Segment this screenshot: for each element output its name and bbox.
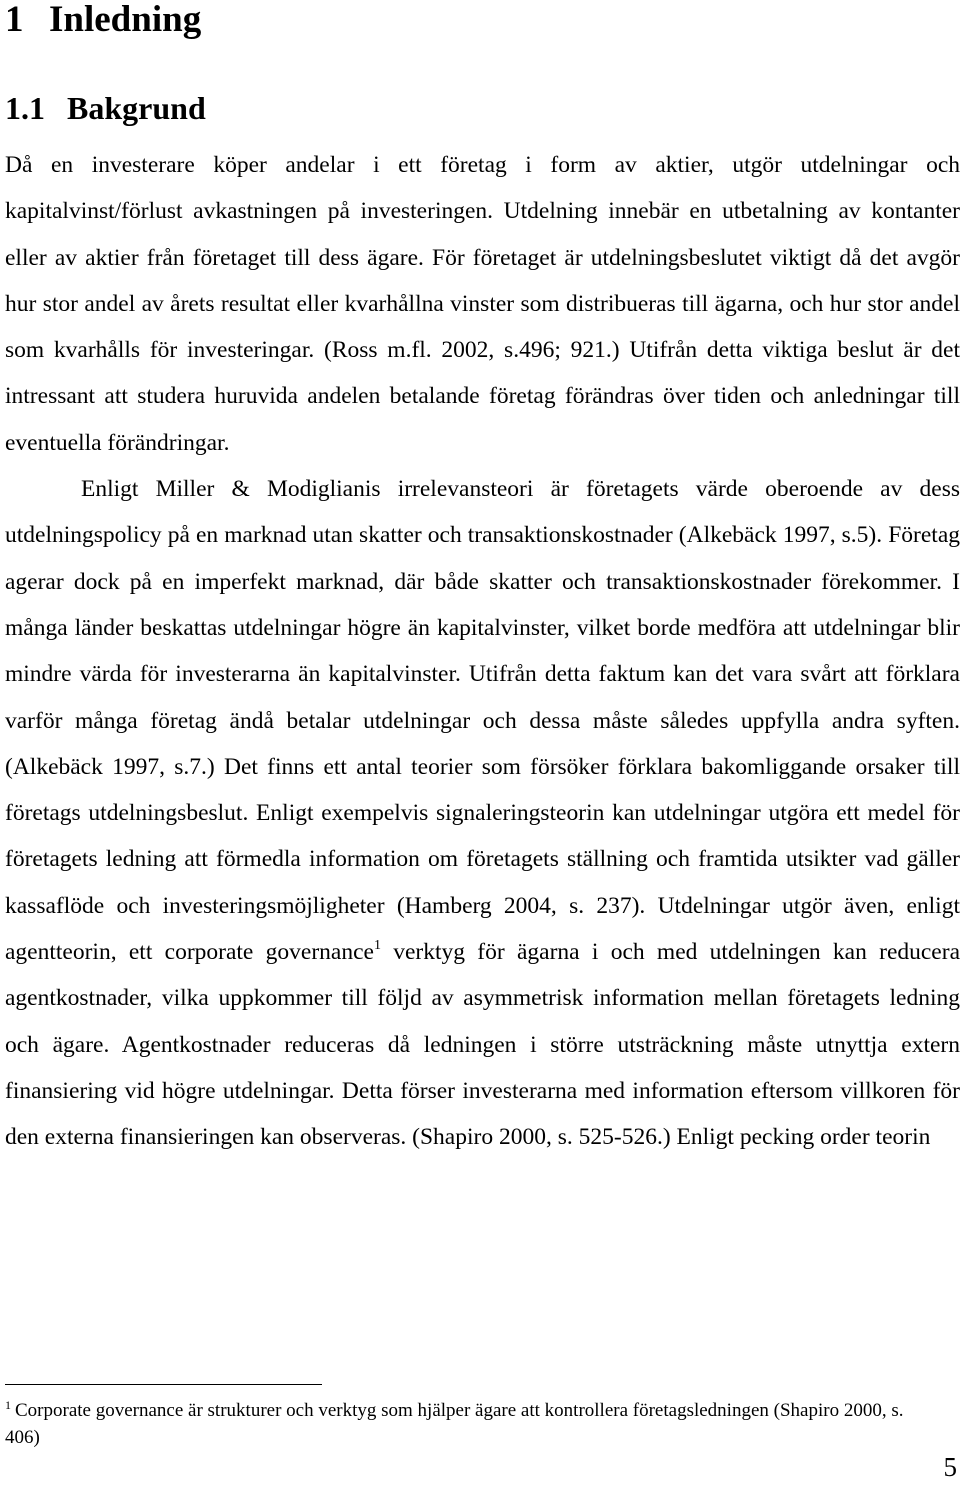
page-number: 5 — [943, 1452, 957, 1482]
footnote-separator — [5, 1384, 322, 1385]
chapter-heading — [5, 0, 201, 40]
section-number: 1.1 — [5, 90, 45, 126]
footnote-text: Corporate governance är strukturer och verktyg som hjälper ägare att kontrollera företagsledningen (Shapiro 2000, s. 406) — [5, 1400, 904, 1448]
footnote — [5, 1397, 935, 1451]
section-title: Bakgrund — [67, 90, 206, 126]
paragraph-2-part-2: verktyg för ägarna i och med utdelningen kan reducera agentkostnader, vilka uppkommer till följd av asymmetrisk information mellan företagets ledning och ägare. Agentkostnader reduceras då ledningen i större utsträckning måste utnyttja extern finansiering vid högre utdelningar. Detta förser investerarna med information eftersom villkoren för den externa finansieringen kan observeras. (Shapiro 2000, s. 525-526.) Enligt pecking order teorin — [5, 939, 960, 1151]
body-text — [5, 142, 960, 1161]
paragraph-2 — [5, 466, 960, 1160]
footnote-reference[interactable]: 1 — [373, 938, 381, 954]
chapter-number: 1 — [5, 0, 24, 40]
paragraph-2-part-1: Enligt Miller & Modiglianis irrelevansteori är företagets värde oberoende av dess utdelningspolicy på en marknad utan skatter och transaktionskostnader (Alkebäck 1997, s.5). Företag agerar dock på en imperfekt marknad, där både skatter och transaktionskostnader förekommer. I många länder beskattas utdelningar högre än kapitalvinster, vilket borde medföra att utdelningar blir mindre värda för investerarna än kapitalvinster. Utifrån detta faktum kan det vara svårt att förklara varför många företag ändå betalar utdelningar och dessa måste således uppfylla andra syften. (Alkebäck 1997, s.7.) Det finns ett antal teorier som försöker förklara bakomliggande orsaker till företags utdelningsbeslut. Enligt exempelvis signaleringsteorin kan utdelningar utgöra ett medel för företagets ledning att förmedla information om företagets ställning och framtida utsikter vad gäller kassaflöde och investeringsmöjligheter (Hamberg 2004, s. 237). Utdelningar utgör även, enligt agentteorin, ett corporate governance — [5, 476, 960, 966]
paragraph-1: Då en investerare köper andelar i ett företag i form av aktier, utgör utdelningar och kapitalvinst/förlust avkastningen på investeringen. Utdelning innebär en utbetalning av kontanter eller av aktier från företaget till dess ägare. För företaget är utdelningsbeslutet viktigt då det avgör hur stor andel av årets resultat eller kvarhållna vinster som distribueras till ägarna, och hur stor andel som kvarhålls för investeringar. (Ross m.fl. 2002, s.496; 921.) Utifrån detta viktiga beslut är det intressant att studera huruvida andelen betalande företag förändras över tiden och anledningar till eventuella förändringar. — [5, 152, 960, 456]
section-heading — [5, 90, 206, 126]
footnote-number: 1 — [5, 1398, 11, 1412]
chapter-title: Inledning — [49, 0, 202, 40]
